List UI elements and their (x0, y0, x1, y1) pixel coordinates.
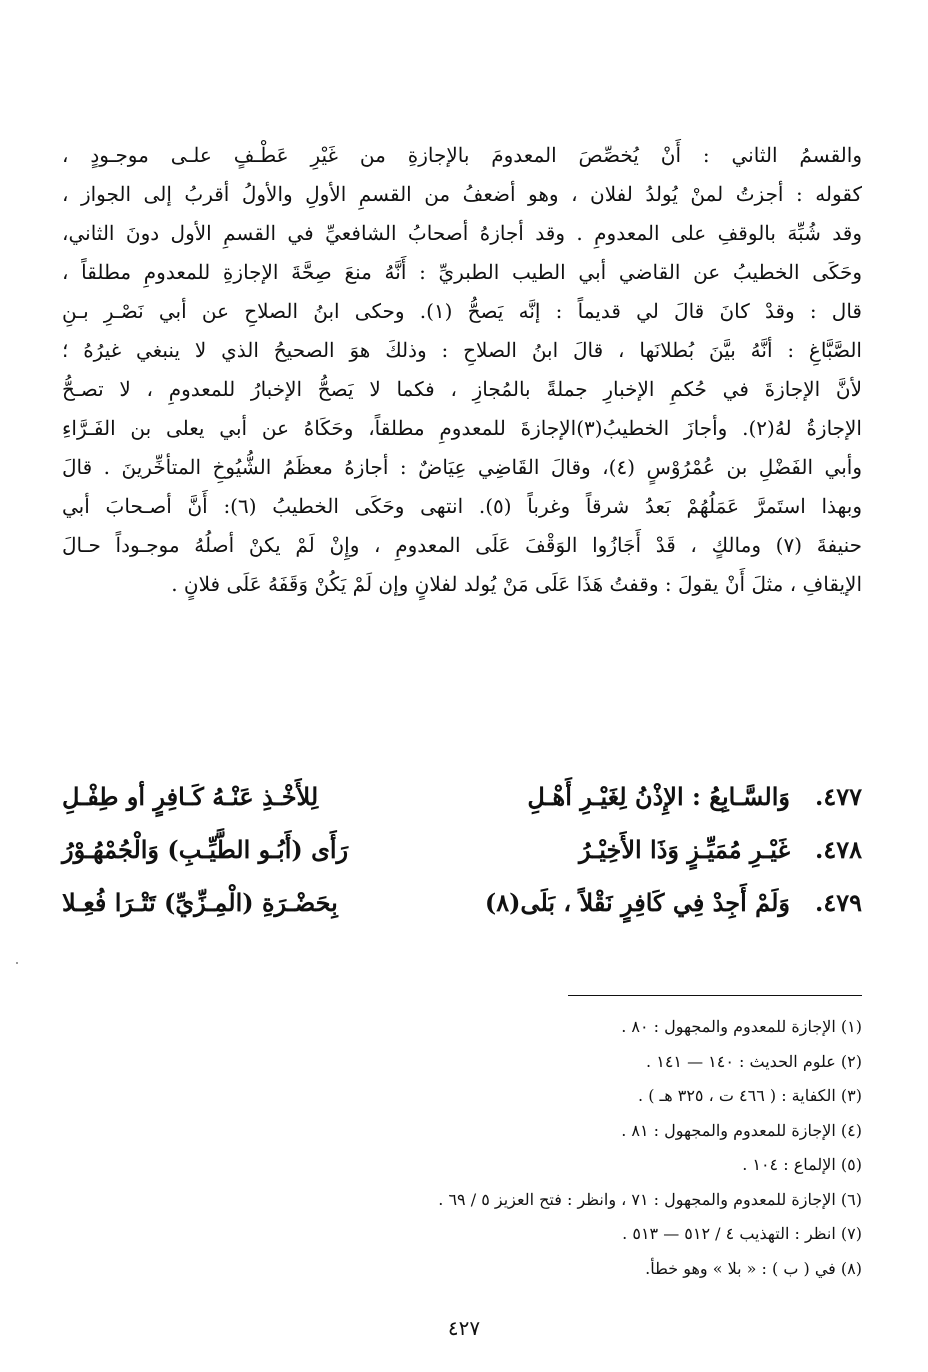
main-prose (62, 136, 862, 604)
prose-line: قال : وقدْ كانَ قالَ لي قديماً : إنَّه يَصحُّ (١). وحكى ابنُ الصلاحِ عن أبي نَصْـرِ بـنِ (62, 299, 862, 323)
footnote: (٣) الكفاية : ( ٤٦٦ ت ، ٣٢٥ هـ ) . (638, 1086, 862, 1105)
footnote: (١) الإجازة للمعدوم والمجهول : ٨٠ . (621, 1017, 862, 1036)
verse-second-hemistich: بِحَضْـرَةِ (الْمِـزِّيِّ) تَتْـرَا فُعِـلا (62, 888, 338, 917)
verse-first-hemistich: وَالسَّـابِعُ : الإِذْنُ لِغَيْـرِ أَهْـلِ (527, 782, 790, 811)
prose-line: وبهذا استَمرَّ عَمَلُهُمْ بَعدُ شرقاً وغرباً (٥). انتهى وحَكَى الخطيبُ (٦): أَنَّ أصـحابَ أبي (62, 494, 862, 518)
footnote: (٨) في ( ب ) : « بلا » وهو خطأ. (645, 1258, 862, 1278)
footnote: (٥) الإلماع : ١٠٤ . (742, 1155, 862, 1174)
verse-first-hemistich: غَيْـرِ مُمَيِّـزٍ وَذَا الأَخِيْـرُ (578, 835, 790, 864)
prose-line: كقوله : أجزتُ لمنْ يُولدُ لفلان ، وهو أضعفُ من القسمِ الأولِ والأولُ أقربُ إلى الجواز ، (62, 182, 862, 206)
prose-line: الصَّبَّاغِ : أنَّهُ بيَّنَ بُطلانَها ، قالَ ابنُ الصلاحِ : وذلكَ هوَ الصحيحُ الذي لا ينبغي غيرُهُ ؛ (62, 338, 862, 362)
prose-line: وحَكَى الخطيبُ عن القاضي أبي الطيب الطبريِّ : أَنَّهُ منعَ صِحَّةَ الإجازةِ للمعدومِ مطلقاً ، (62, 260, 862, 284)
footnote: (٧) انظر : التهذيب ٤ / ٥١٢ — ٥١٣ . (622, 1224, 862, 1243)
poem-verses (62, 770, 862, 929)
prose-line: الإجازةُ لهُ(٢). وأجازَ الخطيبُ(٣)الإجازةَ للمعدومِ مطلقاً، وحَكَاهُ عن أبي يعلى بن الفَـرَّاءِ (62, 416, 862, 440)
verse-number: ٤٧٩. (814, 888, 862, 917)
margin-mark (16, 962, 18, 964)
verse-second-hemistich: رَأَى (أَبُـو الطَّيِّـبِ) وَالْجُمْهُـوْرُ (62, 835, 349, 864)
footnotes (62, 1010, 862, 1286)
footnote: (٢) علوم الحديث : ١٤٠ — ١٤١ . (646, 1051, 862, 1071)
prose-line: لأنَّ الإجازةَ في حُكمِ الإخبارِ جملةً بالمُجازِ ، فكما لا يَصحُّ الإخبارُ للمعدومِ ، لا تصـحُّ (62, 377, 862, 401)
footnote: (٦) الإجازة للمعدوم والمجهول : ٧١ ، وانظر : فتح العزيز ٥ / ٦٩ . (438, 1189, 862, 1209)
prose-line: حنيفةَ (٧) ومالكٍ ، قَدْ أَجَازُوا الوَقْفَ عَلَى المعدومِ ، وإِنْ لَمْ يكنْ أصلُهُ موجـوداً حـالَ (62, 533, 862, 557)
verse-line (62, 770, 862, 823)
footnote: (٤) الإجازة للمعدوم والمجهول : ٨١ . (621, 1120, 862, 1140)
verse-number: ٤٧٧. (814, 782, 862, 811)
verse-second-hemistich: لِلأَخْـذِ عَنْـهُ كَـافِرٍ أو طِفْـلِ (62, 782, 319, 811)
page-number: ٤٢٧ (447, 1316, 481, 1340)
verse-line (62, 876, 862, 929)
prose-line: الإيقافِ ، مثلَ أَنْ يقولَ : وقفتُ هَذَا عَلَى مَنْ يُولد لفلانٍ وإن لَمْ يَكُنْ وَقَفَهُ عَلَى فلانٍ . (171, 572, 862, 596)
prose-line: وقد شُبِّهَ بالوقفِ على المعدومِ . وقد أجازهُ أصحابُ الشافعيِّ في القسمِ الأول دونَ الثاني، (62, 221, 862, 245)
prose-line: والقسمُ الثاني : أَنْ يُخصِّصَ المعدومَ بالإجازةِ من غَيْرِ عَطْـفٍ علـى موجـودٍ ، (62, 143, 862, 167)
verse-first-hemistich: وَلَمْ أَجِدْ فِي كَافِرٍ نَقْلاً ، بَلَى(٨) (484, 888, 790, 917)
verse-line (62, 823, 862, 876)
footnote-separator (568, 995, 862, 996)
prose-line: وأبي الفَضْلِ بن عُمْرُوْسٍ (٤)، وقالَ القَاضِي عِيَاضٌ : أجازهُ معظَمُ الشُّيُوخِ المتأخِّرينَ . قالَ (62, 455, 862, 479)
verse-number: ٤٧٨. (814, 835, 862, 864)
